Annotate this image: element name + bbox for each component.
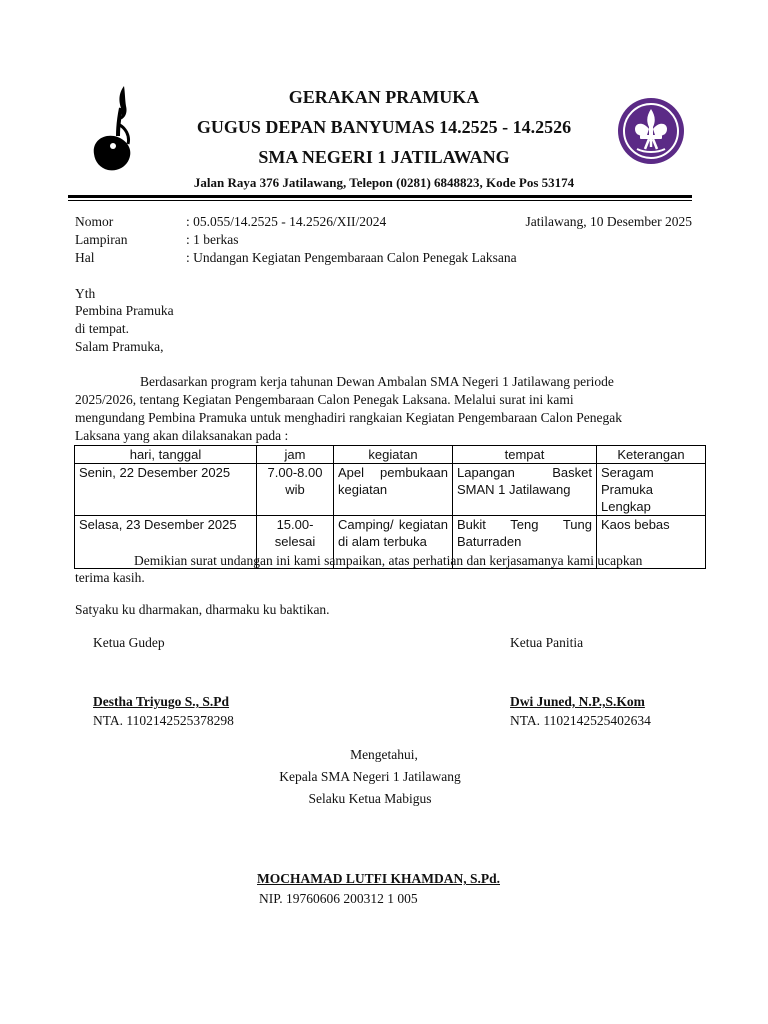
cell-note: Seragam Pramuka Lengkap [597, 464, 706, 516]
hal-label: Hal [75, 250, 95, 265]
nomor-label: Nomor [75, 214, 114, 229]
lampiran-label: Lampiran [75, 232, 128, 247]
body-p2-line1: Demikian surat undangan ini kami sampaikan, atas perhatian dan kerjasamanya kami ucapkan [134, 553, 643, 568]
table-row [75, 464, 706, 516]
headmaster-title: Kepala SMA Negeri 1 Jatilawang [279, 769, 461, 784]
header-rule-thin [68, 200, 692, 201]
mabigus-title: Selaku Ketua Mabigus [308, 791, 432, 806]
hal-value: : Undangan Kegiatan Pengembaraan Calon Penegak Laksana [186, 250, 517, 265]
cell-date: Selasa, 23 Desember 2025 [75, 516, 257, 569]
header-rule-thick [68, 195, 692, 198]
col-kegiatan: kegiatan [334, 446, 453, 464]
left-signer-id: NTA. 1102142525378298 [93, 713, 234, 728]
col-keterangan: Keterangan [597, 446, 706, 464]
cell-place: Lapangan Basket SMAN 1 Jatilawang [453, 464, 597, 516]
body-p2-line2: terima kasih. [75, 570, 145, 585]
col-hari-tanggal: hari, tanggal [75, 446, 257, 464]
body-p1-line2: 2025/2026, tentang Kegiatan Pengembaraan Calon Penegak Laksana. Melalui surat ini kami [75, 392, 574, 407]
cell-activity: Camping/ kegiatan di alam terbuka [334, 516, 453, 569]
school-title: SMA NEGERI 1 JATILAWANG [258, 147, 510, 167]
scout-motto: Satyaku ku dharmakan, dharmaku ku baktikan. [75, 602, 330, 617]
table-header-row [75, 446, 706, 464]
recipient-name: Pembina Pramuka [75, 303, 174, 318]
greeting: Salam Pramuka, [75, 339, 164, 354]
right-signer-title: Ketua Panitia [510, 635, 584, 650]
col-jam: jam [257, 446, 334, 464]
headmaster-id: NIP. 19760606 200312 1 005 [259, 891, 418, 906]
body-p1-line4: Laksana yang akan dilaksanakan pada : [75, 428, 289, 443]
right-signer-id: NTA. 1102142525402634 [510, 713, 651, 728]
body-p1-line1: Berdasarkan program kerja tahunan Dewan Ambalan SMA Negeri 1 Jatilawang periode [140, 374, 614, 389]
left-signer-name: Destha Triyugo S., S.Pd [93, 694, 230, 709]
letter-date: Jatilawang, 10 Desember 2025 [525, 214, 692, 229]
col-tempat: tempat [453, 446, 597, 464]
cell-note: Kaos bebas [597, 516, 706, 569]
org-title: GERAKAN PRAMUKA [288, 87, 480, 107]
body-p1-line3: mengundang Pembina Pramuka untuk menghadiri rangkaian Kegiatan Pengembaraan Calon Penegak [75, 410, 622, 425]
schedule-table [74, 445, 706, 569]
cell-time: 7.00-8.00 wib [257, 464, 334, 516]
right-signer-name: Dwi Juned, N.P.,S.Kom [510, 694, 645, 709]
unit-title: GUGUS DEPAN BANYUMAS 14.2525 - 14.2526 [196, 117, 572, 137]
headmaster-name: MOCHAMAD LUTFI KHAMDAN, S.Pd. [257, 871, 500, 886]
school-address: Jalan Raya 376 Jatilawang, Telepon (0281) 6848823, Kode Pos 53174 [193, 175, 575, 190]
cell-place: Bukit Teng Tung Baturraden [453, 516, 597, 569]
recipient-place: di tempat. [75, 321, 129, 336]
nomor-value: : 05.055/14.2525 - 14.2526/XII/2024 [186, 214, 387, 229]
cell-date: Senin, 22 Desember 2025 [75, 464, 257, 516]
cell-time: 15.00- selesai [257, 516, 334, 569]
lampiran-value: : 1 berkas [186, 232, 239, 247]
acknowledged-label: Mengetahui, [350, 747, 418, 762]
left-signer-title: Ketua Gudep [93, 635, 165, 650]
cell-activity: Apel pembukaan kegiatan [334, 464, 453, 516]
recipient-yth: Yth [75, 286, 96, 301]
